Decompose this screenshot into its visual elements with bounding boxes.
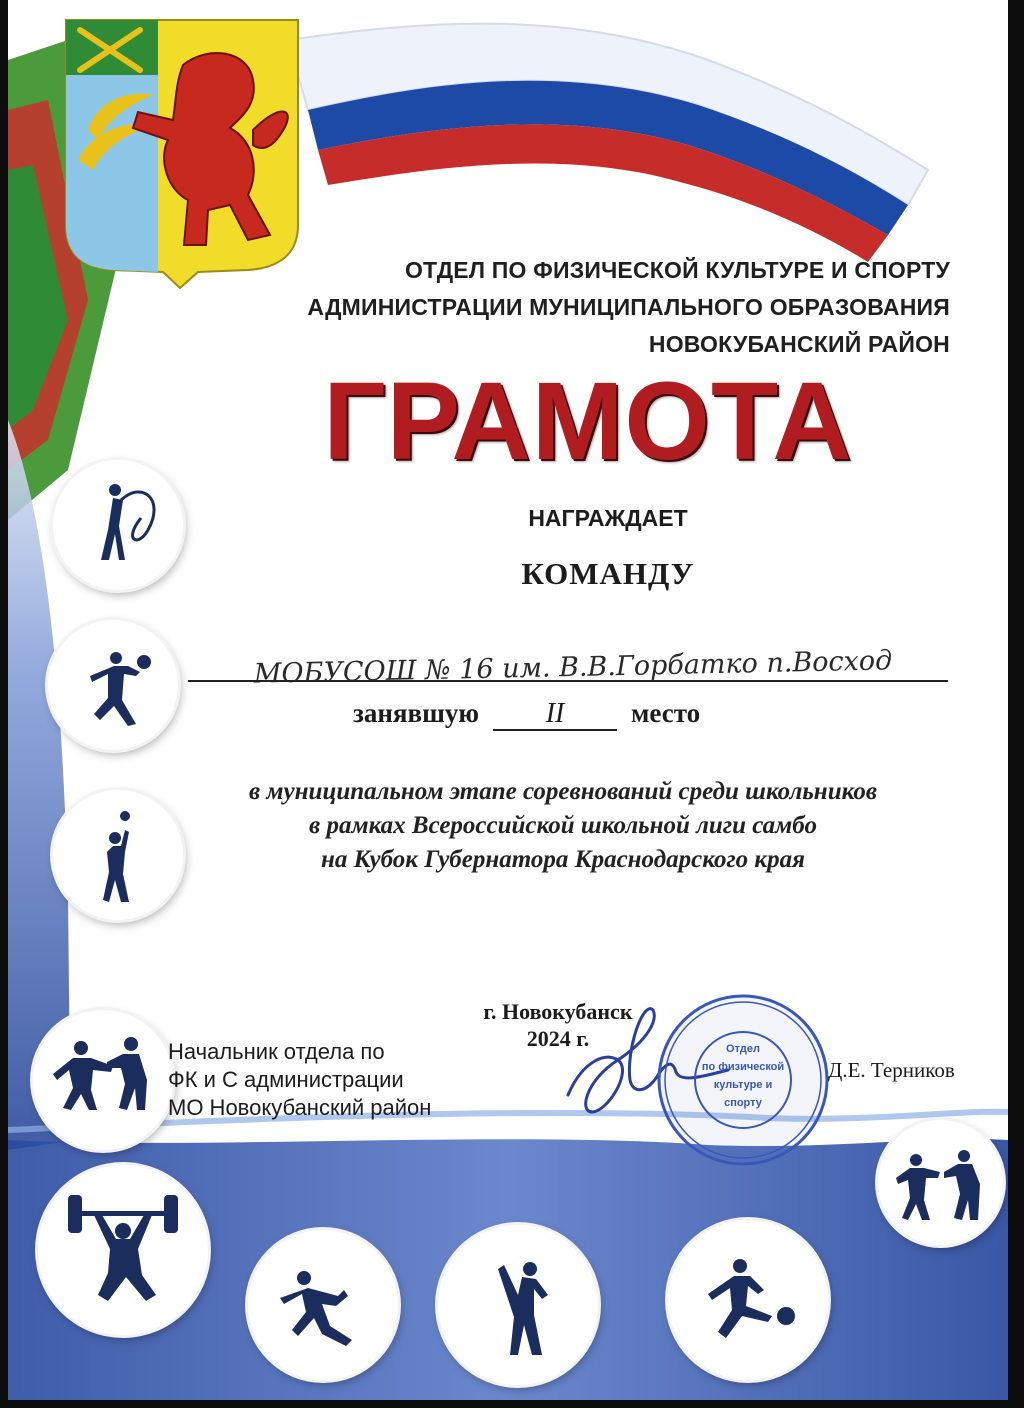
event-description xyxy=(158,775,968,877)
weightlifting-icon xyxy=(38,1165,208,1335)
signer-title-line-2: ФК и С администрации xyxy=(168,1067,404,1092)
gymnastics-badge xyxy=(53,460,183,590)
year: 2024 г. xyxy=(526,1026,590,1051)
awards-label: НАГРАЖДАЕТ xyxy=(528,505,688,531)
place-value: II xyxy=(493,699,617,731)
certificate-paper xyxy=(8,0,1008,1400)
football-icon xyxy=(668,1220,828,1380)
place-suffix: место xyxy=(631,698,701,728)
team-name-underline xyxy=(188,680,948,682)
official-stamp xyxy=(653,990,833,1170)
football-badge xyxy=(668,1220,828,1380)
wrestling-icon xyxy=(33,1010,173,1150)
place-and-date xyxy=(448,998,668,1052)
org-line-2: АДМИНИСТРАЦИИ МУНИЦИПАЛЬНОГО ОБРАЗОВАНИЯ xyxy=(307,294,950,320)
stamp-line-2: по физической xyxy=(701,1061,785,1073)
signer-title-line-1: Начальник отдела по xyxy=(168,1039,385,1064)
team-name: МОБУСОШ № 16 им. В.В.Горбатко п.Восход xyxy=(253,645,893,690)
boxing-icon xyxy=(878,1120,1003,1245)
gymnastics-icon xyxy=(53,460,183,590)
karate-icon xyxy=(438,1225,598,1385)
city: г. Новокубанск xyxy=(483,999,633,1024)
signer-title-line-3: МО Новокубанский район xyxy=(168,1095,432,1120)
sprinter-badge xyxy=(248,1230,398,1380)
event-line-3: на Кубок Губернатора Краснодарского края xyxy=(321,846,805,873)
wrestling-badge xyxy=(33,1010,173,1150)
stamp-line-4: спорту xyxy=(724,1097,762,1109)
karate-badge xyxy=(438,1225,598,1385)
place-prefix: занявшую xyxy=(353,698,480,728)
stamp-line-1: Отдел xyxy=(726,1043,760,1055)
basketball-icon xyxy=(48,620,178,750)
boxing-badge xyxy=(878,1120,1003,1245)
event-line-1: в муниципальном этапе соревнований среди школьников xyxy=(249,778,877,805)
organization-header xyxy=(238,252,950,363)
org-line-1: ОТДЕЛ ПО ФИЗИЧЕСКОЙ КУЛЬТУРЕ И СПОРТУ xyxy=(404,257,950,283)
sprinter-icon xyxy=(248,1230,398,1380)
event-line-2: в рамках Всероссийской школьной лиги самбо xyxy=(309,812,817,839)
stamp-line-3: культуре и xyxy=(713,1079,773,1091)
weightlifting-badge xyxy=(38,1165,208,1335)
signer-name: Д.Е. Терников xyxy=(828,1058,955,1082)
recipient-label: КОМАНДУ xyxy=(521,556,695,591)
certificate-title: ГРАМОТА xyxy=(323,360,853,483)
place-row xyxy=(353,698,793,731)
org-line-3: НОВОКУБАНСКИЙ РАЙОН xyxy=(648,331,950,357)
basketball-badge xyxy=(48,620,178,750)
